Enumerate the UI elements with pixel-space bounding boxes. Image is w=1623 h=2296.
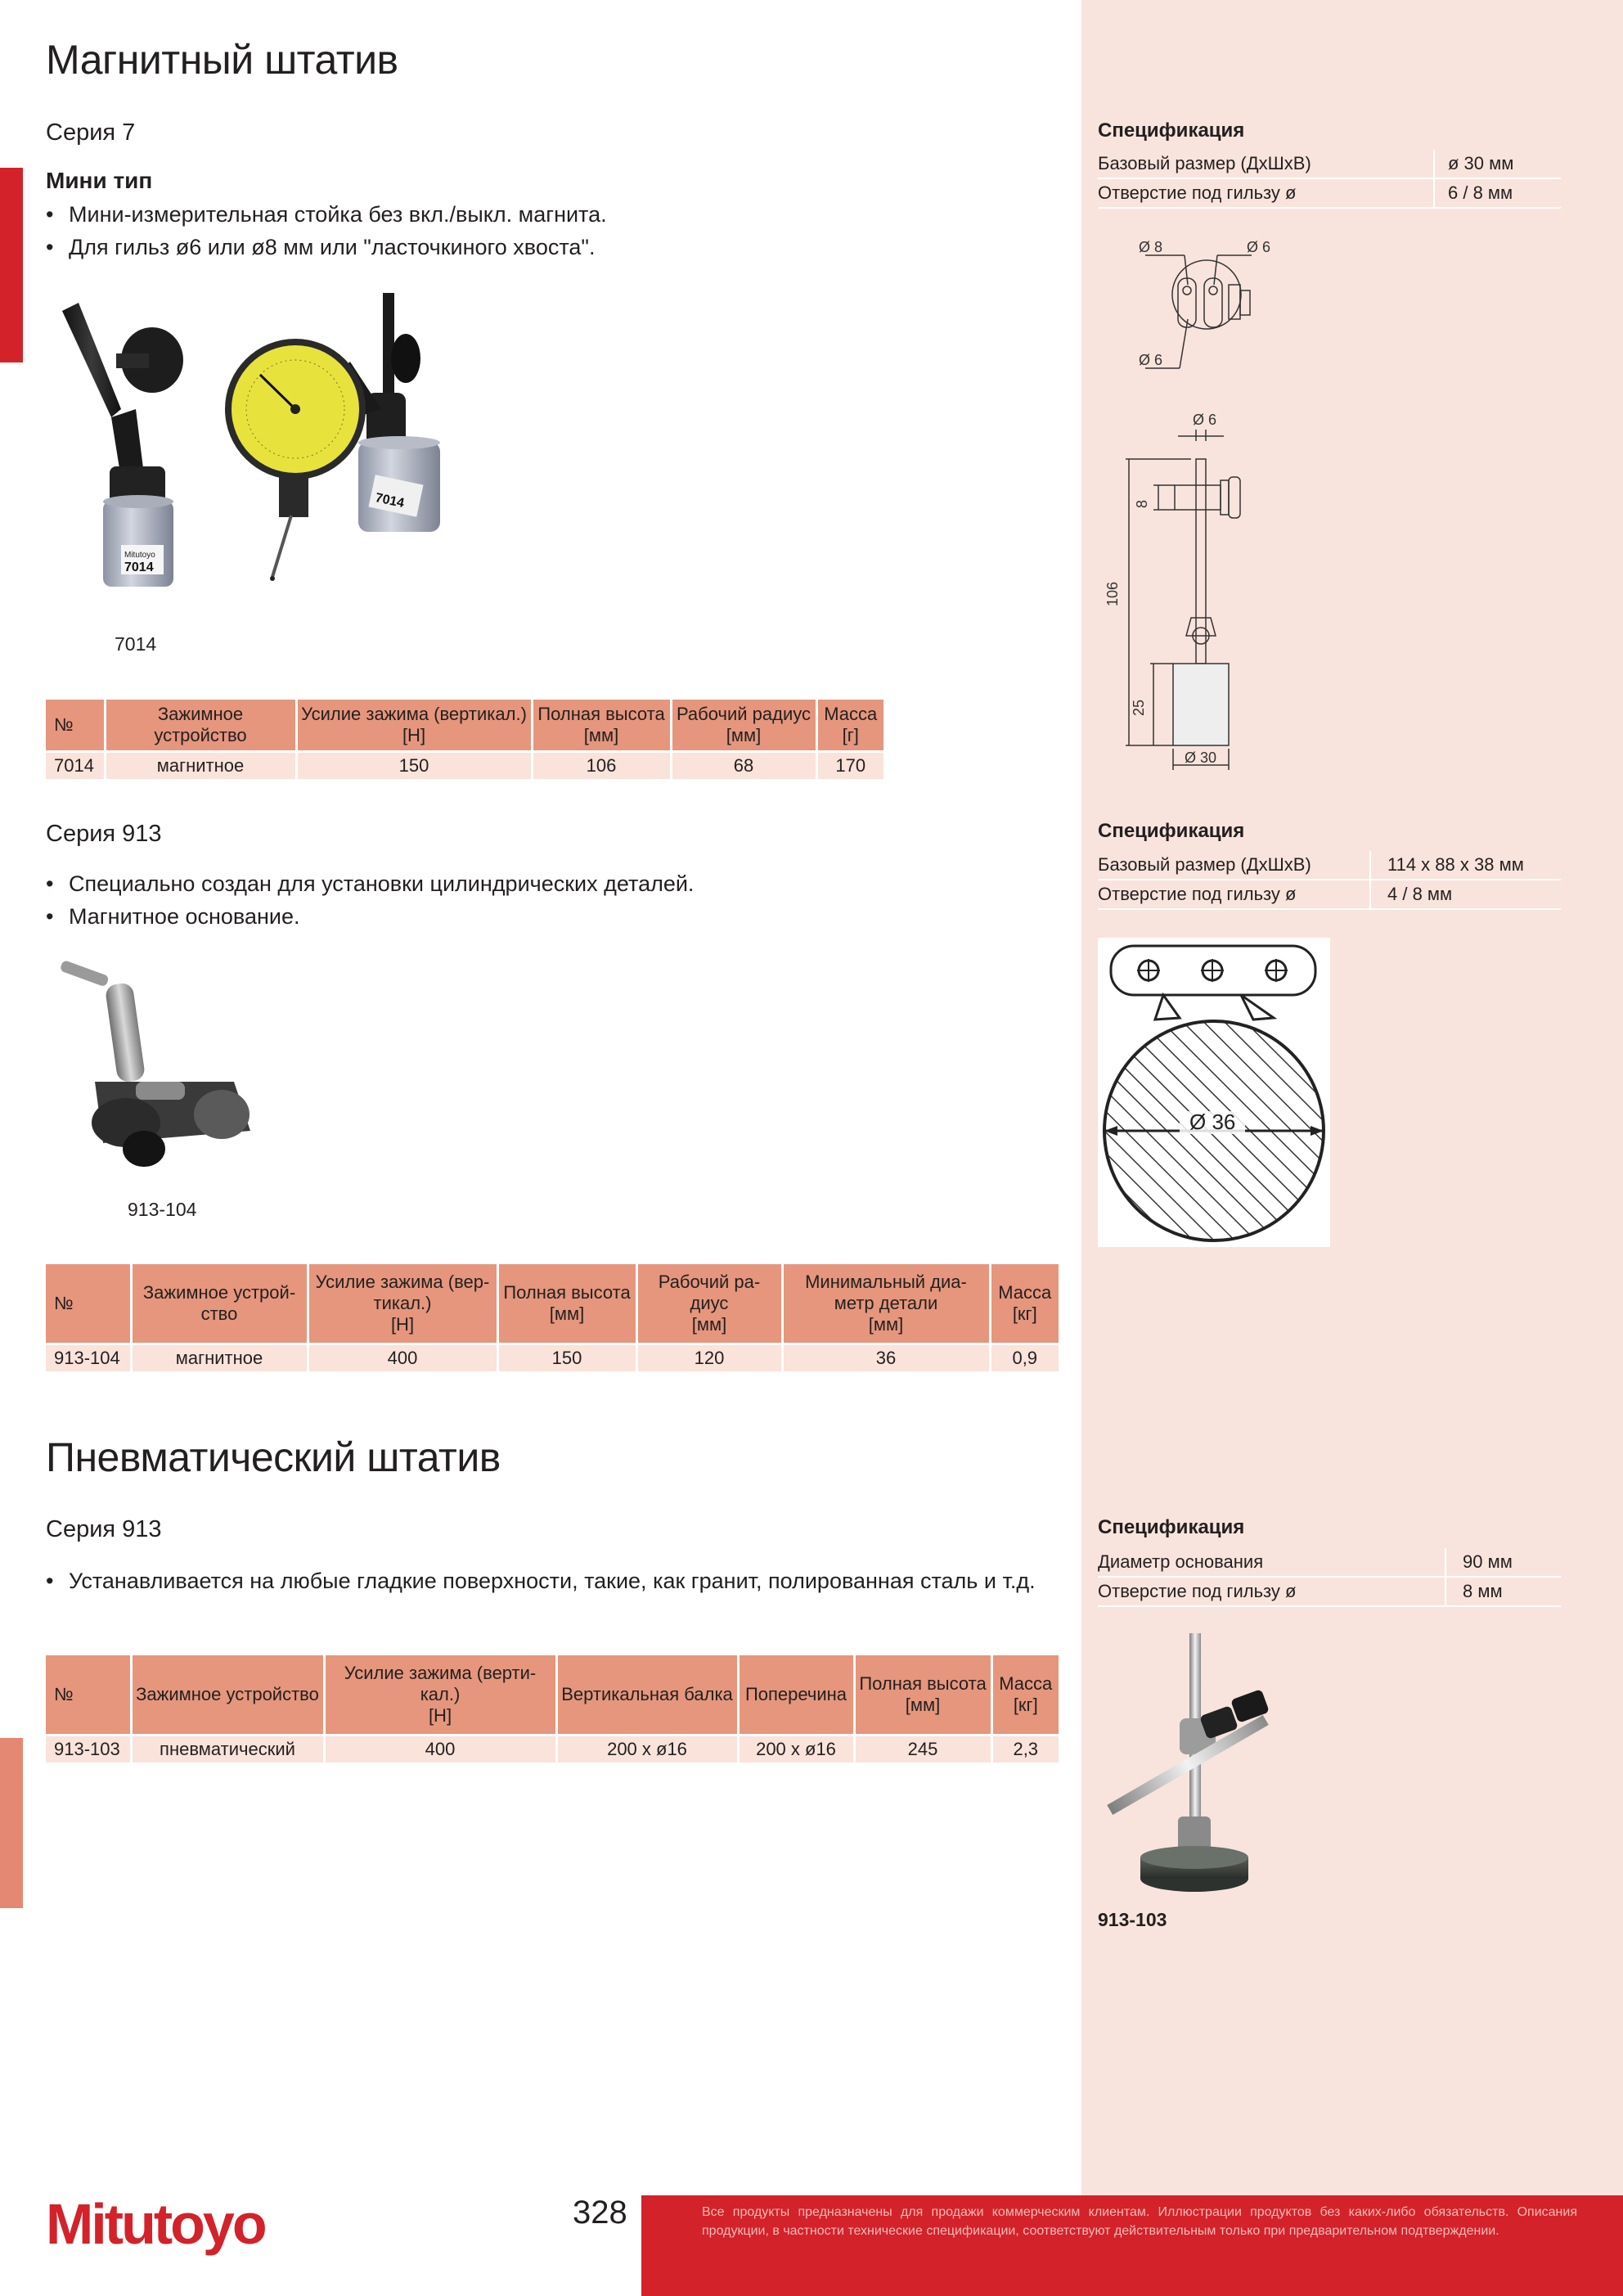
spec-row	[1098, 851, 1561, 880]
dim-label: Ø 30	[1185, 750, 1217, 766]
feature-list	[46, 1564, 1036, 1597]
dim-label: 106	[1104, 581, 1121, 606]
feature-item: • Специально создан для установки цилиндрических деталей.	[46, 867, 694, 900]
photo-caption-7014: 7014	[115, 633, 157, 655]
spec-value: 8 мм	[1463, 1581, 1503, 1601]
col-header-mass: Масса [г]	[816, 700, 883, 751]
feature-item: • Мини-измерительная стойка без вкл./выкл. магнита.	[46, 198, 607, 231]
product-photo-7014	[46, 286, 455, 630]
specs-table-7014	[46, 700, 883, 779]
cell-force: 400	[308, 1344, 497, 1371]
cell-mass: 0,9	[990, 1344, 1059, 1371]
specs-table-913-103	[46, 1655, 1059, 1763]
spec-label: Отверстие под гильзу ø	[1098, 1581, 1297, 1601]
cell-radius: 120	[636, 1344, 782, 1371]
col-header-clamp: Зажимное устрой- ство	[131, 1264, 308, 1344]
table-header-row	[46, 1655, 1059, 1735]
page-number: 328	[573, 2195, 627, 2231]
table-row	[46, 1735, 1059, 1763]
subsection-heading: Мини тип	[46, 168, 153, 193]
col-header-crossbar: Поперечина	[738, 1655, 854, 1735]
table-row	[46, 1344, 1059, 1371]
series-heading: Серия 913	[46, 1516, 162, 1542]
dim-label: 8	[1134, 499, 1150, 508]
photo-caption-913-104: 913-104	[128, 1199, 197, 1220]
col-header-number: №	[46, 700, 105, 751]
drawing-top-view	[1129, 229, 1293, 376]
dim-label: Ø 6	[1247, 239, 1271, 255]
cell-number: 913-103	[46, 1735, 131, 1763]
footer-disclaimer: Все продукты предназначены для продажи коммерческим клиентам. Иллюстрации продуктов без каких-либо обязательств. Описания продукции, в частности технические спецификации, соответствуют действительным только при предварительном подтверждении.	[702, 2205, 1577, 2238]
feature-list	[46, 198, 607, 263]
dim-label: Ø 6	[1139, 352, 1163, 368]
section-title-magnetic-stand: Магнитный штатив	[46, 37, 398, 83]
feature-item: • Устанавливается на любые гладкие поверхности, такие, как гранит, полированная сталь и т.д.	[46, 1564, 1036, 1597]
spec-value: ø 30 мм	[1448, 153, 1514, 173]
col-header-mass: Масса [кг]	[990, 1264, 1059, 1344]
product-photo-913-103	[1096, 1628, 1301, 1907]
feature-item: • Магнитное основание.	[46, 900, 694, 933]
drawing-side-view	[1096, 405, 1301, 781]
col-header-number: №	[46, 1655, 131, 1735]
spec-row	[1098, 880, 1561, 910]
cell-radius: 68	[671, 751, 816, 779]
dim-label: Ø 36	[1189, 1110, 1236, 1134]
spec-row	[1098, 1548, 1561, 1578]
cell-number: 7014	[46, 751, 105, 779]
cell-force: 150	[296, 751, 532, 779]
section-tab-marker-secondary	[0, 1738, 23, 1908]
col-header-vertical-beam: Вертикальная балка	[556, 1655, 738, 1735]
col-header-min-diameter: Минимальный диа- метр детали [мм]	[782, 1264, 990, 1344]
spec-row	[1098, 1578, 1561, 1607]
spec-label: Базовый размер (ДхШхВ)	[1098, 153, 1311, 173]
cell-mass: 170	[816, 751, 883, 779]
spec-value: 114 x 88 x 38 мм	[1387, 854, 1524, 875]
cell-min-diameter: 36	[782, 1344, 990, 1371]
spec-title: Спецификация	[1098, 1516, 1245, 1538]
dim-label: Ø 6	[1193, 412, 1217, 428]
spec-table	[1098, 1548, 1561, 1607]
dim-label: Ø 8	[1139, 239, 1163, 255]
spec-value: 90 мм	[1463, 1551, 1513, 1572]
cell-number: 913-104	[46, 1344, 131, 1371]
feature-item: • Для гильз ø6 или ø8 мм или "ласточкиного хвоста".	[46, 231, 607, 263]
spec-value: 6 / 8 мм	[1448, 182, 1513, 203]
cell-force: 400	[324, 1735, 556, 1763]
spec-table	[1098, 851, 1561, 910]
drawing-cylinder-fixture	[1098, 938, 1330, 1247]
product-photo-913-104	[46, 959, 275, 1188]
cell-clamp: магнитное	[131, 1344, 308, 1371]
dim-label: 25	[1131, 699, 1147, 716]
photo-model-label: 7014	[124, 560, 154, 574]
col-header-number: №	[46, 1264, 131, 1344]
series-heading: Серия 913	[46, 821, 162, 847]
table-header-row	[46, 1264, 1059, 1344]
cell-vertical-beam: 200 x ø16	[556, 1735, 738, 1763]
spec-label: Базовый размер (ДхШхВ)	[1098, 854, 1311, 875]
logo-text: Mitutoyo	[46, 2192, 265, 2256]
spec-label: Отверстие под гильзу ø	[1098, 884, 1297, 904]
cell-clamp: пневматический	[131, 1735, 324, 1763]
spec-title: Спецификация	[1098, 119, 1245, 142]
section-tab-marker	[0, 168, 23, 362]
table-row	[46, 751, 883, 779]
spec-label: Отверстие под гильзу ø	[1098, 182, 1297, 203]
col-header-height: Полная высота [мм]	[532, 700, 671, 751]
cell-clamp: магнитное	[105, 751, 296, 779]
col-header-radius: Рабочий радиус [мм]	[671, 700, 816, 751]
spec-row	[1098, 150, 1561, 179]
col-header-clamp: Зажимное устройство	[105, 700, 296, 751]
cell-height: 106	[532, 751, 671, 779]
col-header-clamp: Зажимное устройство	[131, 1655, 324, 1735]
cell-mass: 2,3	[991, 1735, 1059, 1763]
series-heading: Серия 7	[46, 119, 136, 146]
section-title-pneumatic-stand: Пневматический штатив	[46, 1434, 501, 1480]
specs-table-913-104	[46, 1264, 1059, 1371]
photo-brand-label: Mitutoyo	[124, 551, 155, 560]
col-header-force: Усилие зажима (вертикал.) [Н]	[296, 700, 532, 751]
col-header-radius: Рабочий ра- диус [мм]	[636, 1264, 782, 1344]
cell-height: 245	[854, 1735, 991, 1763]
cell-height: 150	[497, 1344, 636, 1371]
feature-list	[46, 867, 694, 933]
spec-title: Спецификация	[1098, 820, 1245, 842]
spec-label: Диаметр основания	[1098, 1551, 1264, 1572]
spec-value: 4 / 8 мм	[1387, 884, 1453, 904]
cell-crossbar: 200 x ø16	[738, 1735, 854, 1763]
col-header-force: Усилие зажима (вер- тикал.) [Н]	[308, 1264, 497, 1344]
col-header-height: Полная высота [мм]	[854, 1655, 991, 1735]
mitutoyo-logo	[46, 2191, 299, 2257]
col-header-force: Усилие зажима (верти- кал.) [Н]	[324, 1655, 556, 1735]
col-header-height: Полная высота [мм]	[497, 1264, 636, 1344]
col-header-mass: Масса [кг]	[991, 1655, 1059, 1735]
spec-row	[1098, 179, 1561, 209]
photo-caption-913-103: 913-103	[1098, 1909, 1167, 1930]
spec-table	[1098, 150, 1561, 209]
photo-model-label-2: 7014	[374, 491, 406, 511]
table-header-row	[46, 700, 883, 751]
